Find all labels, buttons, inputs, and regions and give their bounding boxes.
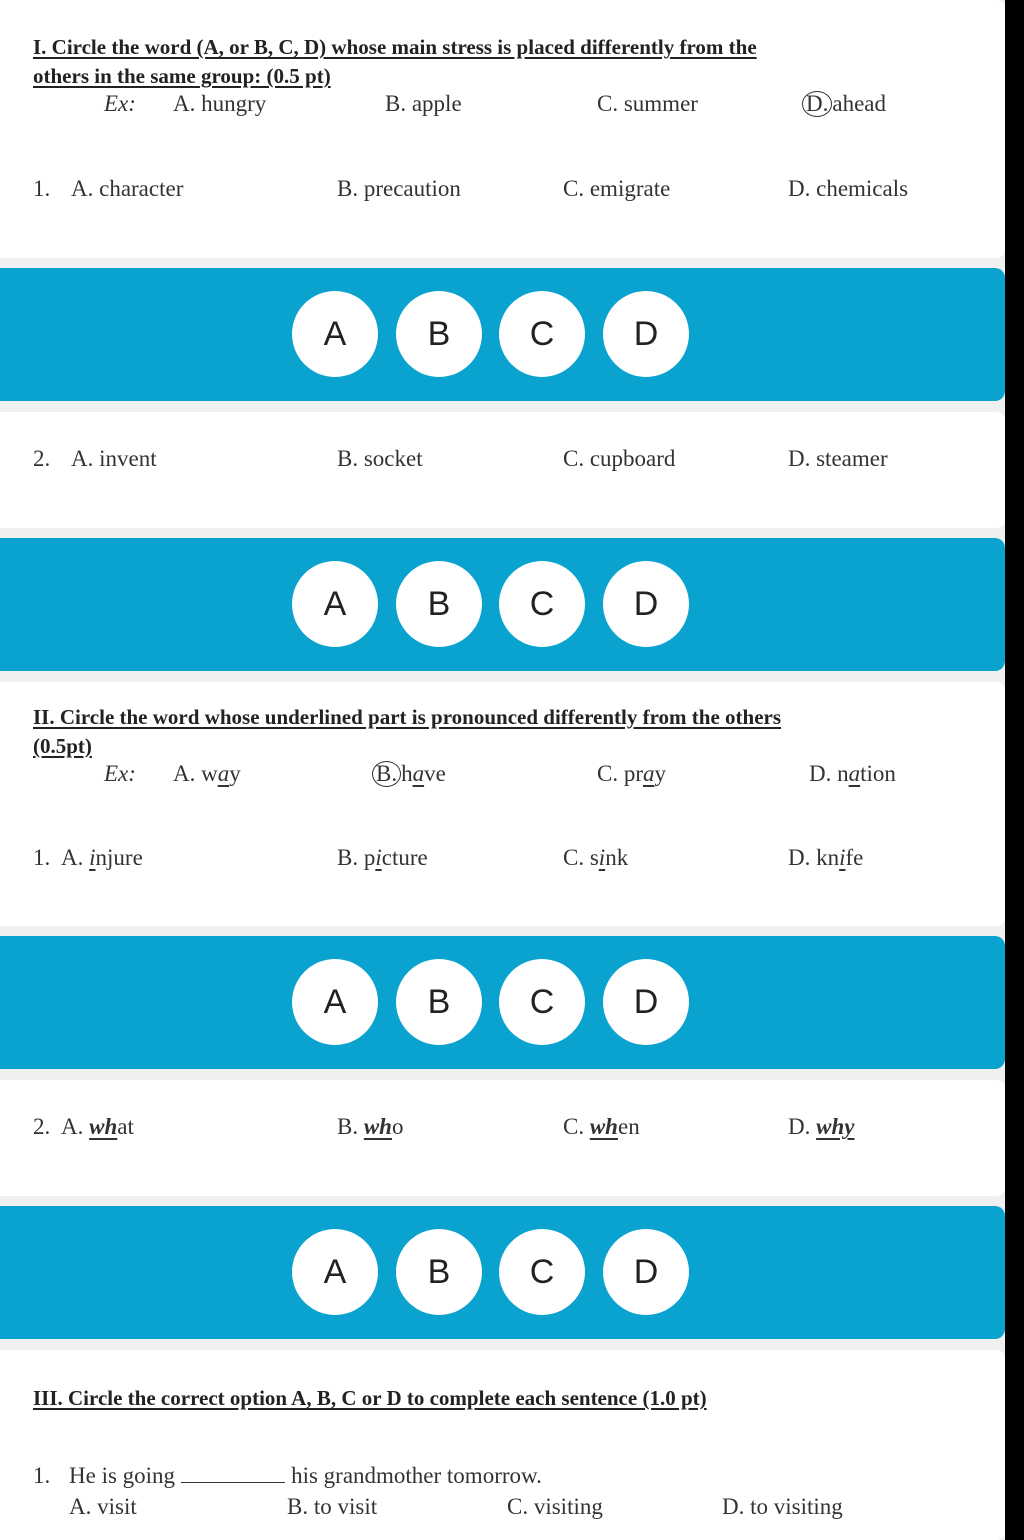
answer-b-button[interactable]: B (396, 1229, 482, 1315)
section-2-heading-line1: II. Circle the word whose underlined part is pronounced differently from the others (33, 705, 782, 729)
example-option-a: A. way (173, 761, 241, 786)
section-1-heading-line1: I. Circle the word (A, or B, C, D) whose main stress is placed differently from the (33, 35, 757, 59)
q1-option-c: C. sink (563, 845, 629, 870)
answer-c-button[interactable]: C (499, 1229, 585, 1315)
answer-d-button[interactable]: D (603, 959, 689, 1045)
q2-option-b: B. socket (337, 446, 423, 471)
q1-option-a: A. visit (69, 1494, 137, 1519)
example-label: Ex: (104, 761, 136, 786)
answer-d-button[interactable]: D (603, 1229, 689, 1315)
answer-c-button[interactable]: C (499, 291, 585, 377)
answer-c-button[interactable]: C (499, 561, 585, 647)
answer-b-button[interactable]: B (396, 959, 482, 1045)
answer-b-button[interactable]: B (396, 561, 482, 647)
example-option-c: C. pray (597, 761, 666, 786)
example-label: Ex: (104, 91, 136, 116)
q2-option-b: B. who (337, 1114, 404, 1139)
example-option-a: A. hungry (173, 91, 267, 116)
q1-option-d: D. to visiting (722, 1494, 843, 1519)
q1-option-c: C. emigrate (563, 176, 671, 201)
q2-option-a: A. invent (71, 446, 157, 471)
q2-option-a: A. what (61, 1114, 134, 1139)
example-option-c: C. summer (597, 91, 698, 116)
example-option-b: B. have (372, 761, 446, 787)
q1-option-b: B. picture (337, 845, 428, 870)
answer-blank (181, 1482, 285, 1483)
question-number: 1. (33, 1463, 51, 1488)
q1-option-c: C. visiting (507, 1494, 603, 1519)
circled-answer-mark: B. (372, 761, 401, 787)
circled-answer-mark: D. (802, 91, 832, 117)
example-option-b: B. apple (385, 91, 462, 116)
q1-option-d: D. chemicals (788, 176, 909, 201)
screen-edge (1005, 0, 1024, 1540)
q1-option-d: D. knife (788, 845, 864, 870)
answer-a-button[interactable]: A (292, 561, 378, 647)
question-number: 2. (33, 446, 51, 471)
answer-a-button[interactable]: A (292, 291, 378, 377)
q1-option-b: B. precaution (337, 176, 461, 201)
answer-d-button[interactable]: D (603, 291, 689, 377)
answer-a-button[interactable]: A (292, 1229, 378, 1315)
answer-a-button[interactable]: A (292, 959, 378, 1045)
q2-option-d: D. steamer (788, 446, 888, 471)
q2-option-d: D. why (788, 1114, 855, 1139)
section-1-heading (33, 33, 757, 91)
question-number: 1. (33, 176, 51, 201)
answer-b-button[interactable]: B (396, 291, 482, 377)
question-number: 2. (33, 1114, 51, 1139)
q1-option-a: A. character (71, 176, 184, 201)
example-option-d: D. ahead (802, 91, 886, 117)
section-3-heading: III. Circle the correct option A, B, C or D to complete each sentence (1.0 pt) (33, 1386, 707, 1410)
q1-option-a: A. injure (61, 845, 143, 870)
section-2-heading-line2: (0.5pt) (33, 734, 92, 758)
section-2-heading (33, 703, 781, 761)
answer-d-button[interactable]: D (603, 561, 689, 647)
q1-option-b: B. to visit (287, 1494, 378, 1519)
section-1-heading-line2: others in the same group: (0.5 pt) (33, 64, 331, 88)
question-stem: He is going his grandmother tomorrow. (69, 1463, 542, 1488)
q2-option-c: C. when (563, 1114, 640, 1139)
section-3-card (0, 1350, 1005, 1540)
example-option-d: D. nation (809, 761, 896, 786)
answer-c-button[interactable]: C (499, 959, 585, 1045)
question-number: 1. (33, 845, 51, 870)
q2-option-c: C. cupboard (563, 446, 676, 471)
